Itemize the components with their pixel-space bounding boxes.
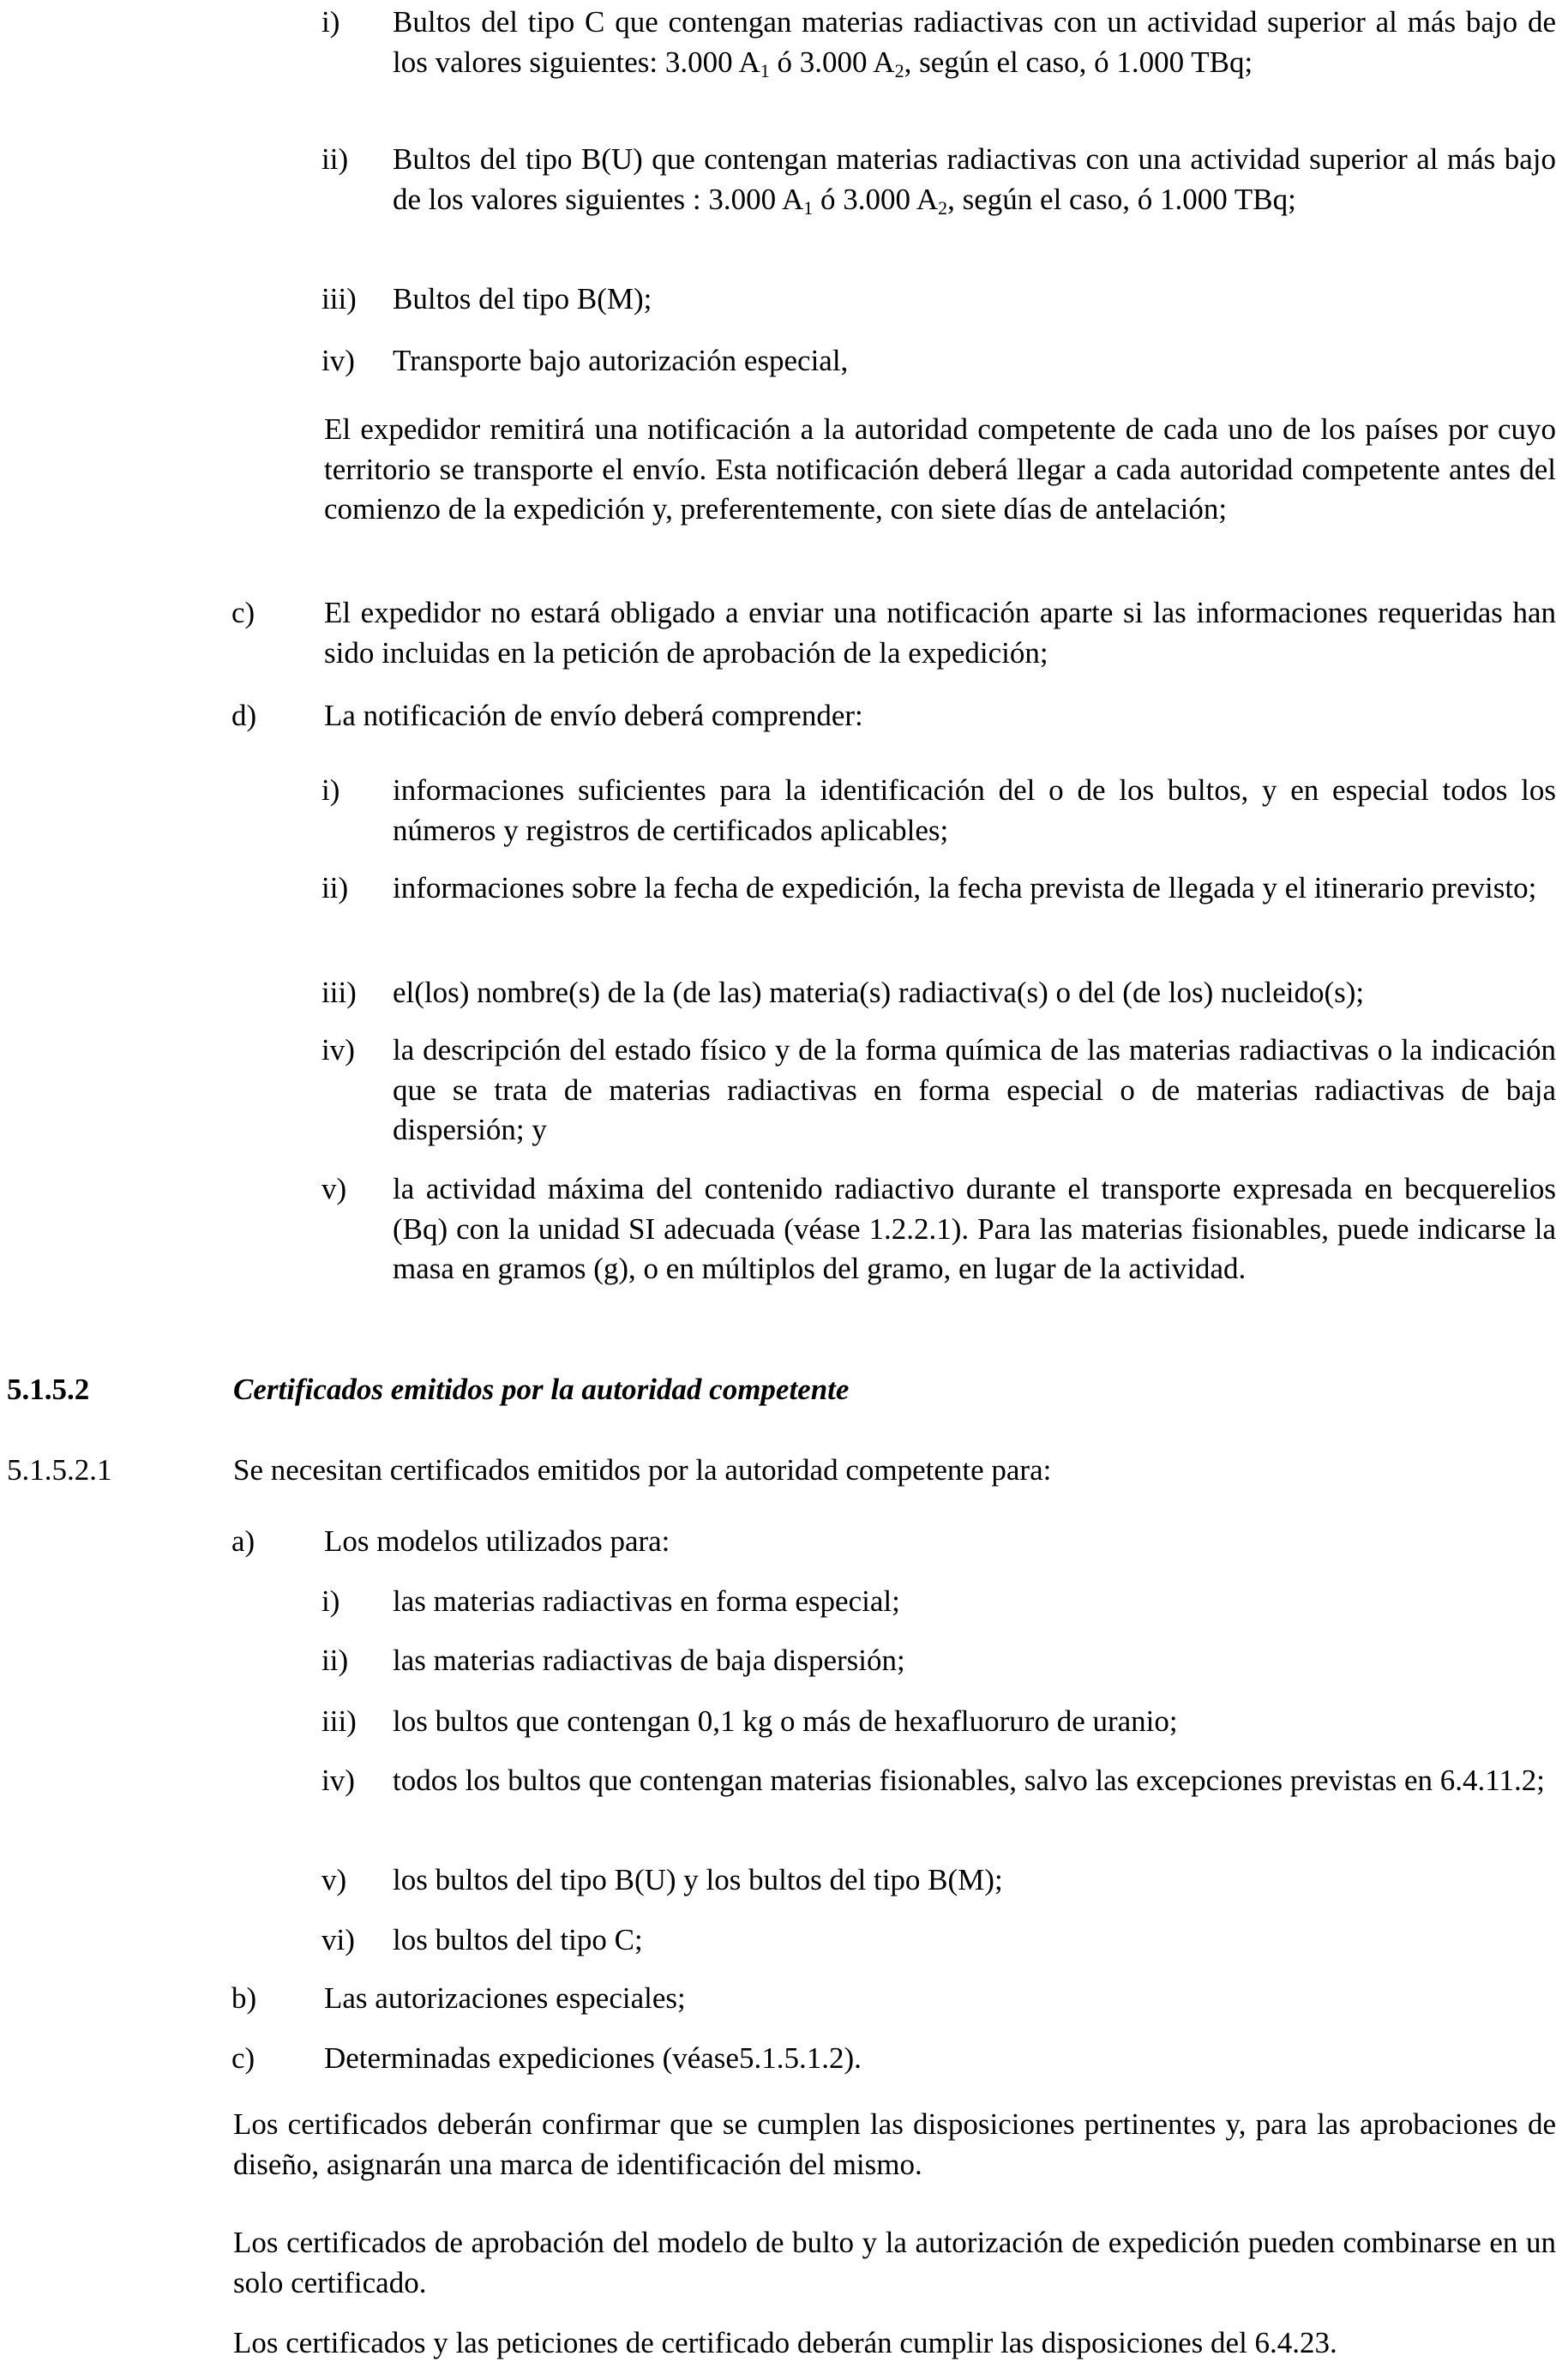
document-page: i) Bultos del tipo C que contengan materias radiactivas con un actividad superior al más bajo de los valores siguientes: 3.000 $A_1$ ó 3.000 $A_2$, según el caso, ó 1.000 TBq; ii) Bultos del tipo B(U) que contengan materias radiactivas con una actividad superior al más bajo de los valores siguientes : 3.000 $A_1$ ó 3.000 $A_2$, según el caso, ó 1.000 TBq; iii) Bultos del tipo B(M); iv) Transporte bajo autorización especial, El expedidor remitirá una notificación a la autoridad competente de cada uno de los países por cuyo territorio se transporte el envío. Esta notificación deberá llegar a cada autoridad competente antes del comienzo de la expedición y, preferentemente, con siete días de antelación; c) El expedidor no estará obligado a enviar una notificación aparte si las informaciones requeridas han sido incluidas en la petición de aprobación de la expedición; d) La notificación de envío deberá comprender: i) informaciones suficientes para la identificación del o de los bultos, y en especial todos los números y registros de certificados aplicables; ii) informaciones sobre la fecha de expedición, la fecha prevista de llegada y el itinerario previsto; iii) el(los) nombre(s) de la (de las) materia(s) radiactiva(s) o del (de los) nucleido(s); iv) la descripción del estado físico y de la forma química de las materias radiactivas o la indicación que se trata de materias radiactivas en forma especial o de materias radiactivas de baja dispersión; y v) la actividad máxima del contenido radiactivo durante el transporte expresada en becquerelios (Bq) con la unidad SI adecuada (véase 1.2.2.1). Para las materias fisionables, puede indicarse la masa en gramos (g), o en múltiplos del gramo, en lugar de la actividad. 5.1.5.2 Certificados emitidos por la autoridad competente 5.1.5.2.1 Se necesitan certificados emitidos por la autoridad competente para: a) Los modelos utilizados para: i) las materias radiactivas en forma especial; ii) las materias radiactivas de baja dispersión; iii) los bultos que contengan 0,1 kg o más de hexafluoruro de uranio; iv) todos los bultos que contengan materias fisionables, salvo las excepciones previstas en 6.4.11.2; v) los bultos del tipo B(U) y los bultos del tipo B(M); vi) los bultos del tipo C; b) Las autorizaciones especiales; c) Determinadas expediciones (véase5.1.5.1.2). Los certificados deberán confirmar que se cumplen las disposiciones pertinentes y, para las aprobaciones de diseño, asignarán una marca de identificación del mismo. Los certificados de aprobación del modelo de bulto y la autorización de expedición pueden combinarse en un solo certificado. Los certificados y las peticiones de certificado deberán cumplir las disposiciones del 6.4.23. bbox=[0, 0, 1556, 2380]
subsection-number: 5.1.5.2.1 bbox=[7, 1453, 112, 1487]
section-number: 5.1.5.2 bbox=[7, 1373, 90, 1406]
section-title: Certificados emitidos por la autoridad competente bbox=[233, 1373, 850, 1406]
list-item-text: Bultos del tipo B(U) que contengan materias radiactivas con una actividad superior al más bajo de los valores siguientes : 3.000 $A_1$ ó 3.000 $A_2$, según el caso, ó 1.000 TBq; bbox=[393, 142, 1556, 219]
list-item-text: Bultos del tipo C que contengan materias radiactivas con un actividad superior al más bajo de los valores siguientes: 3.000 $A_1$ ó 3.000 $A_2$, según el caso, ó 1.000 TBq; bbox=[393, 5, 1556, 82]
